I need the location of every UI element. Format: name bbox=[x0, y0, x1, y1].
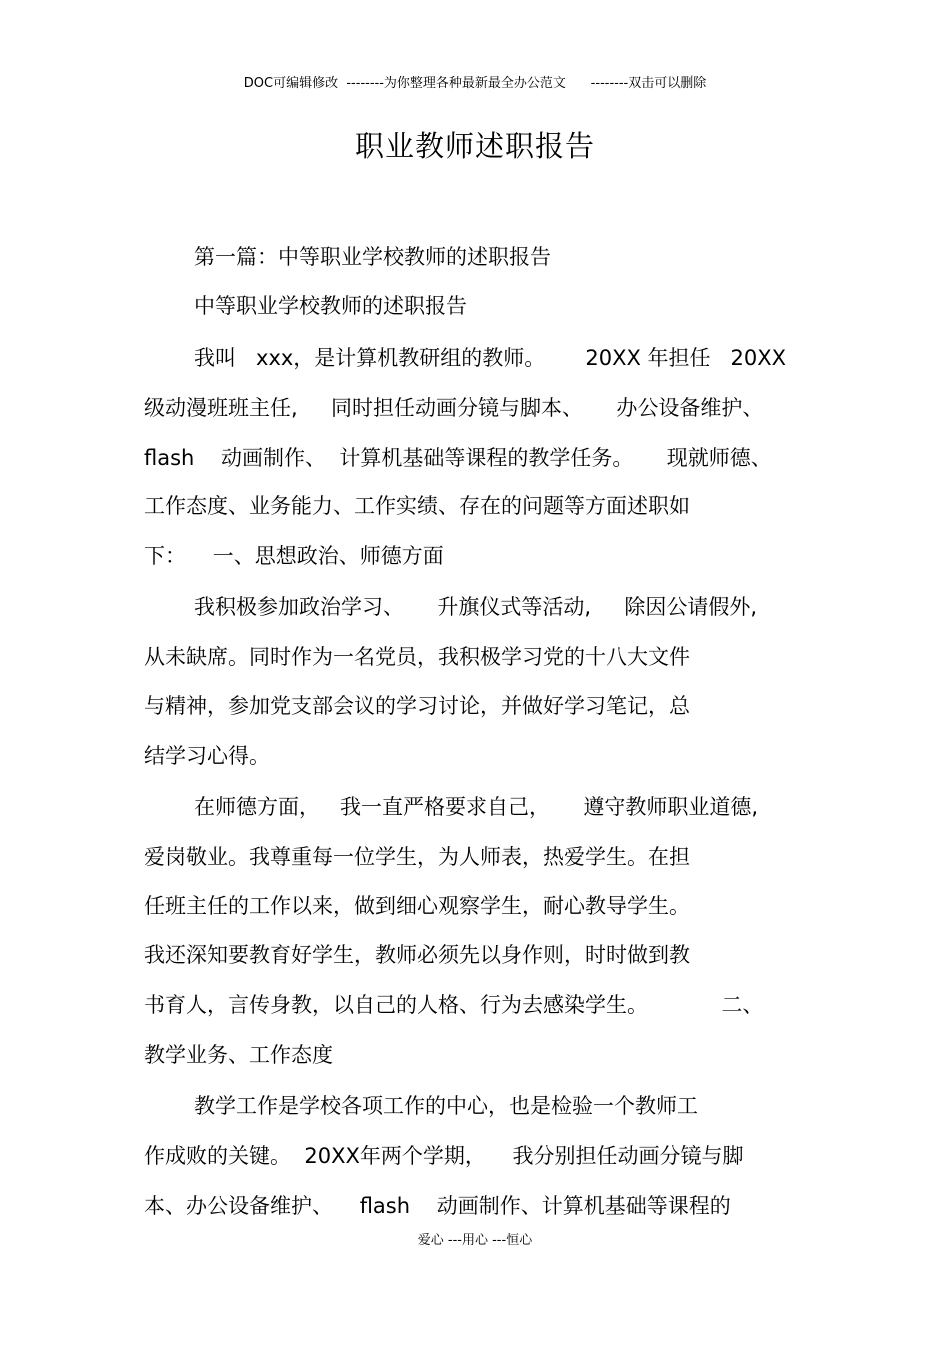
page-header: DOC可编辑修改 --------为你整理各种最新最全办公范文 --------双击可以删除 bbox=[243, 76, 707, 91]
paragraph-line: 作成败的关键。 20XX年两个学期， 我分别担任动画分镜与脚 bbox=[144, 1144, 744, 1168]
document-title: 职业教师述职报告 bbox=[354, 129, 595, 163]
paragraph-line: 任班主任的工作以来，做到细心观察学生，耐心教导学生。 bbox=[144, 894, 690, 918]
paragraph-line: 我积极参加政治学习、 升旗仪式等活动, 除因公请假外, bbox=[194, 595, 758, 619]
paragraph-line: 本、办公设备维护、 flash 动画制作、计算机基础等课程的 bbox=[144, 1194, 731, 1218]
section-heading: 第一篇：中等职业学校教师的述职报告 bbox=[194, 245, 551, 269]
paragraph-line: 级动漫班班主任, 同时担任动画分镜与脚本、 办公设备维护、 bbox=[144, 396, 764, 420]
paragraph-line: 爱岗敬业。我尊重每一位学生，为人师表，热爱学生。在担 bbox=[144, 845, 690, 869]
paragraph-line: 我叫 xxx，是计算机教研组的教师。 20XX 年担任 20XX bbox=[194, 346, 787, 370]
paragraph-line: 书育人，言传身教，以自己的人格、行为去感染学生。 二、 bbox=[144, 993, 764, 1017]
paragraph-line: 教学工作是学校各项工作的中心，也是检验一个教师工 bbox=[194, 1094, 698, 1118]
paragraph-line: 工作态度、业务能力、工作实绩、存在的问题等方面述职如 bbox=[144, 494, 690, 518]
paragraph-line: 我还深知要教育好学生，教师必须先以身作则，时时做到教 bbox=[144, 943, 690, 967]
paragraph-line: 在师德方面， 我一直严格要求自己， 遵守教师职业道德, bbox=[194, 795, 759, 819]
paragraph-line: flash 动画制作、 计算机基础等课程的教学任务。 现就师德、 bbox=[144, 446, 772, 470]
paragraph-line: 与精神，参加党支部会议的学习讨论，并做好学习笔记，总 bbox=[144, 694, 690, 718]
paragraph-line: 教学业务、工作态度 bbox=[144, 1043, 333, 1067]
paragraph-line: 结学习心得。 bbox=[144, 744, 270, 768]
paragraph-line: 从未缺席。同时作为一名党员，我积极学习党的十八大文件 bbox=[144, 645, 690, 669]
page-footer: 爱心 ---用心 ---恒心 bbox=[417, 1233, 533, 1248]
subsection-heading: 中等职业学校教师的述职报告 bbox=[194, 294, 467, 318]
paragraph-line: 下： 一、思想政治、师德方面 bbox=[144, 544, 444, 568]
